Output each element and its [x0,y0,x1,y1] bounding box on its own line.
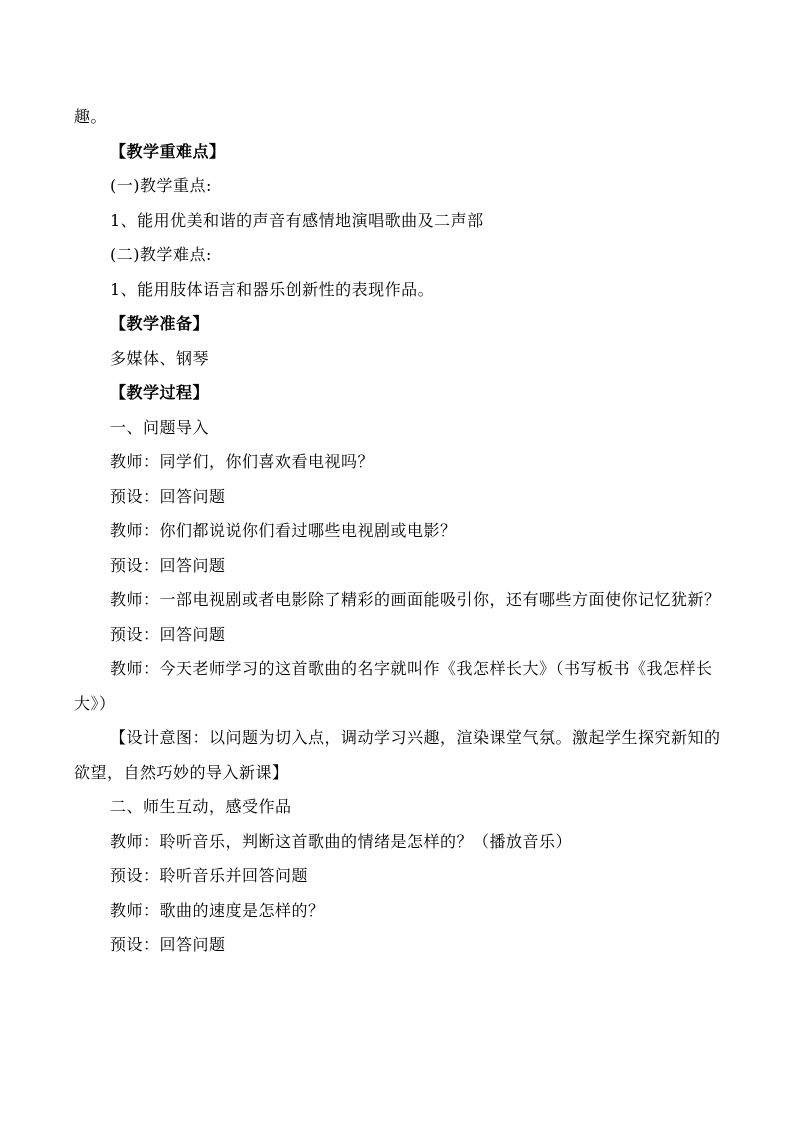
preset-line: 预设：聆听音乐并回答问题 [110,866,309,885]
teaching-difficulty-item: 1、能用肢体语言和器乐创新性的表现作品。 [110,279,435,299]
preset-line: 预设：回答问题 [110,624,226,644]
teacher-paragraph: 教师：今天老师学习的这首歌曲的名字就叫作《我怎样长大》（书写板书《我怎样长大》） [74,659,713,713]
teacher-line: 教师：同学们，你们喜欢看电视吗？ [110,452,375,471]
heading-teaching-preparation: 【教学准备】 [110,314,210,333]
teaching-focus-item: 1、能用优美和谐的声音有感情地演唱歌曲及二声部 [110,210,484,230]
subheading-teaching-difficulty: (二)教学难点: [110,245,212,264]
text-line-continuation: 趣。 [74,107,108,126]
document-body [74,100,734,963]
section-title-interaction: 二、师生互动，感受作品 [110,797,292,816]
design-intent-paragraph: 【设计意图：以问题为切入点，调动学习兴趣，渲染课堂气氛。激起学生探究新知的欲望，自然巧妙的导入新课】 [74,728,721,782]
subheading-teaching-focus: (一)教学重点: [110,176,212,195]
section-title-question-intro: 一、问题导入 [110,417,210,437]
teacher-line: 教师：聆听音乐，判断这首歌曲的情绪是怎样的？（播放音乐） [110,831,573,851]
preparation-items: 多媒体、钢琴 [110,348,210,368]
heading-teaching-difficulties: 【教学重难点】 [110,141,226,161]
preset-line: 预设：回答问题 [110,486,226,506]
preset-line: 预设：回答问题 [110,935,226,954]
heading-teaching-process: 【教学过程】 [110,383,210,402]
teacher-line: 教师：你们都说说你们看过哪些电视剧或电影？ [110,521,457,540]
preset-line: 预设：回答问题 [110,555,226,575]
teacher-paragraph: 教师：一部电视剧或者电影除了精彩的画面能吸引你，还有哪些方面使你记忆犹新？ [110,590,721,609]
teacher-line: 教师：歌曲的速度是怎样的？ [110,900,325,920]
